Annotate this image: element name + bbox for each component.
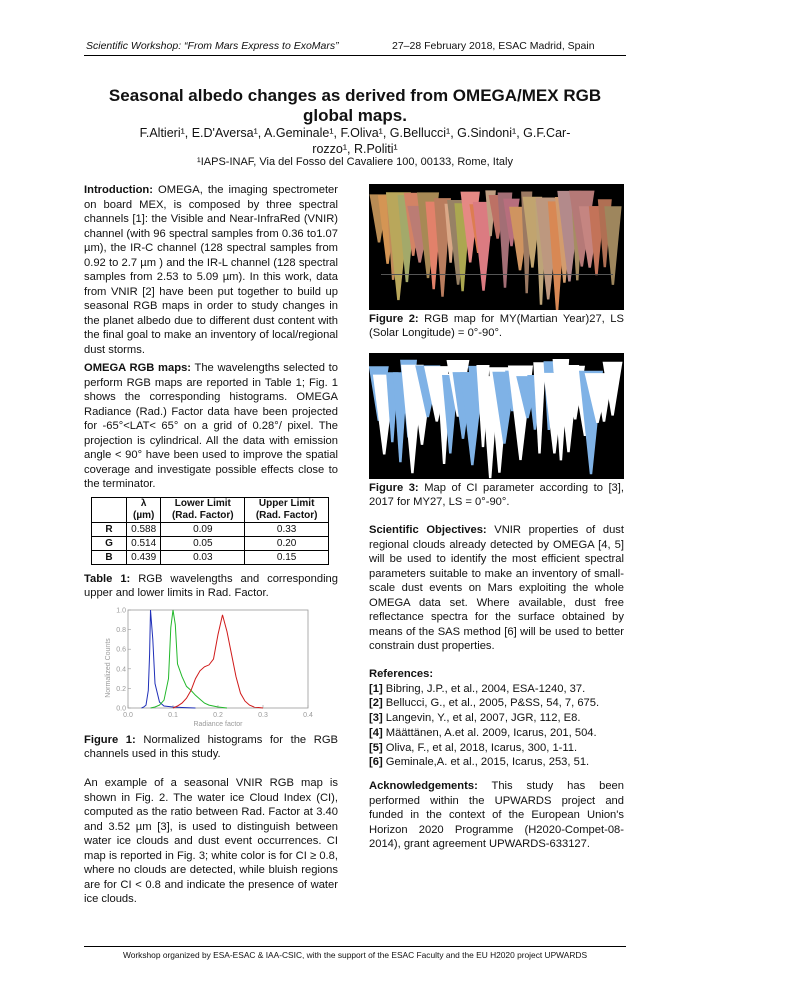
figure-2-caption: [369, 312, 624, 340]
figure-2-caption-text: RGB map for MY(Martian Year)27, LS (Solar Longitude) = 0°-90°.: [369, 313, 624, 339]
table-header-row: [92, 498, 329, 523]
affiliation: ¹IAPS-INAF, Via del Fosso del Cavaliere 100, 00133, Rome, Italy: [197, 156, 513, 168]
objectives-paragraph: [369, 523, 624, 658]
table-cell: G: [92, 537, 127, 551]
ack-heading: Acknowledgements:: [369, 780, 478, 792]
figure-2-caption-label: Figure 2:: [369, 313, 419, 325]
histogram-series-0: [142, 610, 196, 708]
table-cell: 0.439: [127, 551, 161, 565]
table-caption-text: RGB wavelengths and corresponding upper and lower limits in Rad. Factor.: [84, 573, 339, 599]
table-caption-label: Table 1:: [84, 573, 131, 585]
table-caption: [84, 572, 338, 600]
figure-1-caption-label: Figure 1:: [84, 734, 136, 746]
omega-paragraph: [84, 361, 338, 492]
table-header: λ (µm): [127, 498, 161, 523]
omega-text: The wavelengths selected to perform RGB maps are reported in Table 1; Fig. 1 shows the corresponding histograms. OMEGA Radiance (Rad.) Factor data have been projected for -65°<LAT< 65° on a grid of 0.28°/ pixel. The projection is cylindrical. All the data with emission angle < 90° have been used to improve the spatial coverage and investigate possible effects close to the terminator.: [84, 362, 338, 490]
author-line-1: F.Altieri¹, E.D'Aversa¹, A.Geminale¹, F.Oliva¹, G.Bellucci¹, G.Sindoni¹, G.F.Car-: [139, 126, 571, 140]
table-cell: 0.05: [161, 537, 245, 551]
intro-text: OMEGA, the imaging spectrometer on board MEX, is composed by three spectral channels [1]: the Visible and Near-InfraRed (VNIR) channel (with 96 spectral samples from 0.36 to1.07 µm), the IR-C channel (128 spectral samples from 0.92 to 2.7 µm ) and the IR-L channel (128 spectral samples from 2.53 to 5.09 µm). In this work, data from VNIR [2] have been put together to build up seasonal RGB maps in order to study changes in the planet albedo due to different dust content with the final goal to make an inventory of local/regional dust storms.: [84, 184, 338, 356]
table-cell: 0.514: [127, 537, 161, 551]
chart-ylabel: Normalized Counts: [105, 638, 112, 698]
table-cell: 0.20: [245, 537, 329, 551]
author-list: [84, 125, 626, 157]
x-tick-label: 0.4: [303, 712, 313, 719]
references-heading: References:: [369, 668, 434, 680]
table-cell: 0.15: [245, 551, 329, 565]
rgb-table: [91, 497, 329, 565]
chart-series-group: [142, 610, 264, 708]
table-cell: 0.588: [127, 523, 161, 537]
x-tick-label: 0.2: [213, 712, 223, 719]
table-cell: B: [92, 551, 127, 565]
reference-item: [3] Langevin, Y., et al, 2007, JGR, 112, E8.: [369, 712, 581, 725]
table-row: [92, 551, 329, 565]
reference-item: [2] Bellucci, G., et al., 2005, P&SS, 54, 7, 675.: [369, 697, 600, 710]
running-header-right: 27–28 February 2018, ESAC Madrid, Spain: [392, 40, 595, 52]
reference-item: [6] Geminale,A. et al., 2015, Icarus, 253, 51.: [369, 756, 590, 769]
intro-paragraph: [84, 183, 338, 357]
chart-xlabel: Radiance factor: [193, 721, 243, 726]
objectives-heading: Scientific Objectives:: [369, 524, 487, 536]
reference-item: [4] Määttänen, A.et al. 2009, Icarus, 201, 504.: [369, 726, 597, 739]
narrative-text: An example of a seasonal VNIR RGB map is shown in Fig. 2. The water ice Cloud Index (CI), computed as the ratio between Rad. Factor at 3.40 and 3.52 µm [3], is used to distinguish between water ice clouds and dust event occurrences. CI map is reported in Fig. 3; white color is for CI ≥ 0.8, where no clouds are detected, while bluish regions are for CI < 0.8 and indicate the presence of water ice clouds.: [84, 777, 338, 905]
figure-3-caption-text: Map of CI parameter according to [3], 2017 for MY27, LS = 0°-90°.: [369, 482, 624, 508]
table-cell: 0.33: [245, 523, 329, 537]
table-row: [92, 537, 329, 551]
y-tick-label: 1.0: [116, 607, 126, 615]
figure-1-caption-text: Normalized histograms for the RGB channels used in this study.: [84, 734, 339, 760]
footer-rule: [84, 946, 626, 947]
objectives-text: VNIR properties of dust regional clouds already detected by OMEGA [4, 5] will be used to identify the most efficient spectral parameters suitable to make an inventory of small-scale dust events on Mars exploiting the whole OMEGA data set. Where available, dust free reflectance spectra for the surface obtained by means of the SAS method [6] will be used to better constrain dust properties.: [369, 524, 624, 652]
author-line-2: rozzo¹, R.Politi¹: [312, 142, 398, 156]
running-header-left: Scientific Workshop: “From Mars Express to ExoMars”: [86, 40, 339, 52]
y-tick-label: 0.6: [116, 646, 126, 654]
y-tick-label: 0.2: [116, 685, 126, 693]
ack-text: This study has been performed within the UPWARDS project and funded in the context of the European Union's Horizon 2020 Programme (H2020-Compet-08-2014), grant agreement UPWARDS-633127.: [369, 780, 624, 850]
figure-3-caption: [369, 481, 624, 509]
table-row: [92, 523, 329, 537]
figure-2-rgb-map: [369, 184, 624, 310]
reference-item: [5] Oliva, F., et al, 2018, Icarus, 300, 1-11.: [369, 741, 578, 754]
table-header: Upper Limit (Rad. Factor): [245, 498, 329, 523]
histogram-series-2: [173, 615, 263, 708]
intro-heading: Introduction:: [84, 184, 153, 196]
x-tick-label: 0.1: [168, 712, 178, 719]
table-cell: 0.09: [161, 523, 245, 537]
figure-1-caption: [84, 733, 338, 761]
paper-title: Seasonal albedo changes as derived from OMEGA/MEX RGB global maps.: [108, 86, 602, 125]
chart-axes: [116, 608, 313, 720]
figure-3-caption-label: Figure 3:: [369, 482, 419, 494]
figure-3-ci-map: [369, 353, 624, 479]
table-cell: 0.03: [161, 551, 245, 565]
acknowledgements-paragraph: [369, 779, 624, 856]
header-rule: [84, 55, 626, 56]
y-tick-label: 0.0: [116, 705, 126, 713]
omega-heading: OMEGA RGB maps:: [84, 362, 192, 374]
chart-plot-frame: [128, 610, 308, 708]
reference-item: [1] Bibring, J.P., et al., 2004, ESA-1240, 37.: [369, 682, 586, 695]
references-section: [369, 667, 624, 770]
page-footer: Workshop organized by ESA-ESAC & IAA-CSIC, with the support of the ESAC Faculty and the EU H2020 project UPWARDS: [122, 950, 588, 960]
x-tick-label: 0.0: [123, 712, 133, 719]
histogram-chart: [104, 606, 314, 726]
y-tick-label: 0.4: [116, 666, 126, 674]
left-column: [84, 183, 338, 496]
y-tick-label: 0.8: [116, 627, 126, 635]
table-header: Lower Limit (Rad. Factor): [161, 498, 245, 523]
x-tick-label: 0.3: [258, 712, 268, 719]
narrative-paragraph: [84, 776, 338, 911]
table-cell: R: [92, 523, 127, 537]
